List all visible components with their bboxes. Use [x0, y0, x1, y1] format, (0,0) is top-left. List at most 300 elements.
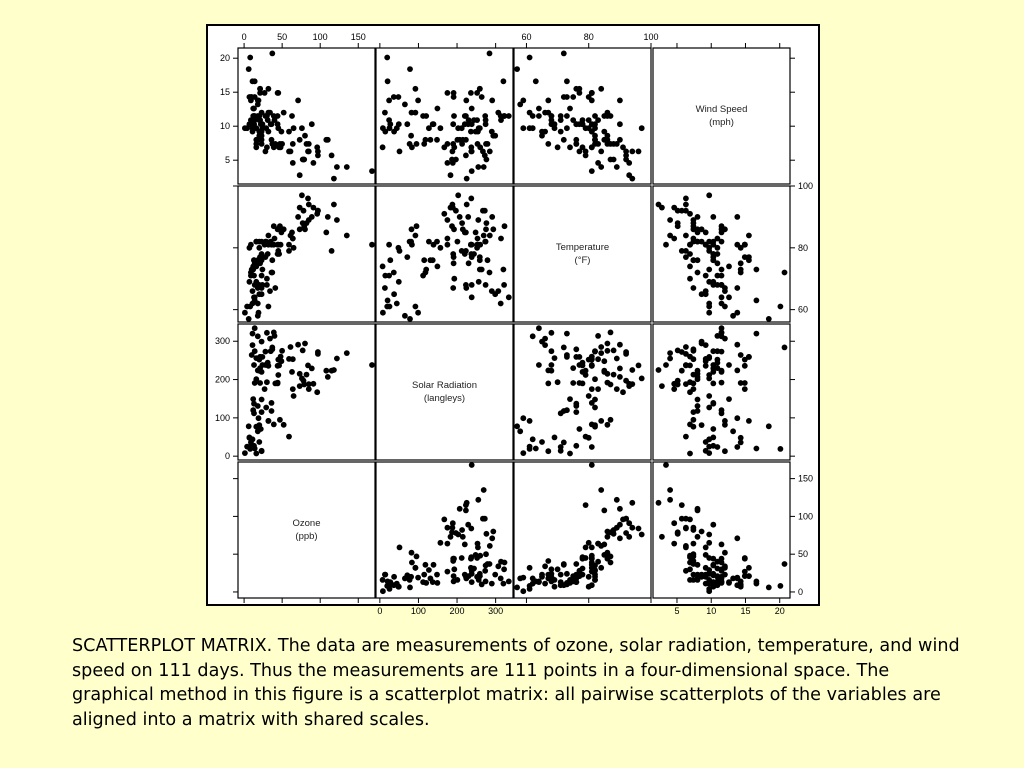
point-76 [469, 462, 475, 468]
point-66 [482, 239, 488, 245]
point-13 [514, 66, 520, 72]
point-62 [334, 217, 340, 223]
point-55 [459, 220, 465, 226]
point-101 [695, 376, 701, 382]
point-8 [542, 342, 548, 348]
point-84 [297, 172, 303, 178]
panel-r3-c0 [238, 462, 375, 598]
point-82 [620, 389, 626, 395]
point-85 [626, 160, 632, 166]
point-65 [719, 380, 725, 386]
point-50 [380, 577, 386, 583]
point-82 [314, 144, 320, 150]
point-80 [468, 196, 474, 202]
point-60 [589, 582, 595, 588]
point-37 [272, 333, 278, 339]
point-86 [608, 141, 614, 147]
bottom-tick-label: 20 [774, 606, 785, 616]
point-66 [482, 568, 488, 574]
point-52 [463, 508, 469, 514]
point-84 [297, 383, 303, 389]
point-64 [617, 374, 623, 380]
point-22 [679, 368, 685, 374]
point-103 [558, 448, 564, 454]
point-34 [601, 358, 607, 364]
point-96 [420, 273, 426, 279]
point-8 [542, 581, 548, 587]
point-36 [671, 541, 677, 547]
tick-label: 60 [798, 304, 809, 315]
point-83 [301, 378, 307, 384]
point-104 [589, 562, 595, 568]
panel-border [653, 48, 790, 184]
point-20 [722, 448, 728, 454]
point-29 [561, 51, 567, 57]
point-40 [482, 208, 488, 214]
panel-r0-c0 [238, 48, 375, 184]
diagonal-unit-rad: (langleys) [423, 393, 466, 404]
point-27 [434, 137, 440, 143]
point-49 [289, 113, 295, 119]
point-79 [331, 176, 337, 182]
point-81 [629, 149, 635, 155]
point-57 [691, 356, 697, 362]
point-72 [580, 381, 586, 387]
point-33 [598, 350, 604, 356]
point-64 [617, 506, 623, 512]
point-37 [595, 333, 601, 339]
point-69 [397, 149, 403, 155]
point-109 [255, 403, 261, 409]
point-20 [545, 448, 551, 454]
point-103 [703, 448, 709, 454]
point-89 [580, 369, 586, 375]
point-85 [311, 205, 317, 211]
point-25 [734, 214, 740, 220]
panel-r1-c1 [376, 186, 513, 322]
panel-r1-c0 [238, 186, 375, 322]
point-67 [438, 245, 444, 251]
tick-label: 150 [798, 473, 814, 484]
point-101 [592, 376, 598, 382]
point-68 [404, 121, 410, 127]
point-85 [671, 520, 677, 526]
point-85 [626, 520, 632, 526]
point-103 [382, 572, 388, 578]
point-37 [498, 236, 504, 242]
point-36 [445, 160, 451, 166]
point-60 [386, 98, 392, 104]
point-105 [552, 584, 558, 590]
point-103 [382, 129, 388, 135]
point-81 [306, 149, 312, 155]
point-92 [589, 363, 595, 369]
point-61 [691, 424, 697, 430]
point-85 [311, 381, 317, 387]
point-77 [460, 226, 466, 232]
point-33 [667, 350, 673, 356]
point-43 [262, 386, 268, 392]
point-87 [413, 86, 419, 92]
point-29 [269, 51, 275, 57]
panel-border [653, 324, 790, 460]
point-62 [334, 356, 340, 362]
top-tick-label: 100 [312, 32, 328, 42]
point-91 [564, 125, 570, 131]
point-8 [489, 581, 495, 587]
point-96 [558, 579, 564, 585]
point-4 [259, 339, 265, 345]
point-83 [675, 530, 681, 536]
point-0 [272, 285, 278, 291]
point-105 [552, 121, 558, 127]
point-67 [438, 125, 444, 131]
point-102 [726, 362, 732, 368]
point-105 [396, 121, 402, 127]
point-36 [671, 386, 677, 392]
point-19 [527, 418, 533, 424]
point-96 [719, 579, 725, 585]
point-1 [695, 270, 701, 276]
point-110 [549, 368, 555, 374]
point-99 [573, 443, 579, 449]
point-55 [304, 372, 310, 378]
point-17 [564, 78, 570, 84]
point-57 [595, 541, 601, 547]
point-53 [408, 133, 414, 139]
point-47 [487, 149, 493, 155]
point-31 [564, 407, 570, 413]
point-22 [463, 153, 469, 159]
point-58 [703, 545, 709, 551]
point-69 [397, 545, 403, 551]
point-80 [636, 363, 642, 369]
point-57 [691, 541, 697, 547]
point-31 [719, 267, 725, 273]
point-55 [459, 527, 465, 533]
point-54 [722, 550, 728, 556]
tick-label: 0 [224, 451, 230, 462]
point-58 [286, 129, 292, 135]
point-5 [734, 415, 740, 421]
point-96 [420, 113, 426, 119]
point-69 [286, 149, 292, 155]
point-105 [247, 435, 253, 441]
point-109 [255, 137, 261, 143]
tick-label: 15 [219, 87, 230, 98]
point-78 [639, 125, 645, 131]
point-107 [264, 276, 270, 282]
point-68 [404, 572, 410, 578]
point-33 [344, 350, 350, 356]
point-106 [533, 446, 539, 452]
point-51 [490, 529, 496, 535]
point-43 [589, 386, 595, 392]
diagonal-unit-wind: (mph) [709, 117, 734, 128]
point-102 [469, 579, 475, 585]
point-40 [623, 349, 629, 355]
figure-frame [206, 24, 820, 616]
top-tick-label: 0 [241, 32, 247, 42]
point-82 [620, 517, 626, 523]
point-15 [394, 301, 400, 307]
point-10 [730, 428, 736, 434]
point-72 [450, 556, 456, 562]
point-57 [290, 141, 296, 147]
point-16 [242, 310, 248, 316]
point-6 [778, 304, 784, 310]
point-64 [325, 137, 331, 143]
panel-r2-c3 [653, 324, 790, 460]
point-84 [659, 205, 665, 211]
point-62 [667, 356, 673, 362]
point-107 [451, 144, 457, 150]
point-91 [706, 267, 712, 273]
point-105 [396, 584, 402, 590]
point-85 [671, 381, 677, 387]
panel-r0-c2 [514, 48, 651, 184]
point-96 [251, 113, 257, 119]
point-67 [291, 393, 297, 399]
point-27 [695, 397, 701, 403]
point-64 [325, 214, 331, 220]
point-107 [555, 144, 561, 150]
point-46 [268, 348, 274, 354]
point-62 [334, 164, 340, 170]
point-87 [413, 233, 419, 239]
point-30 [539, 439, 545, 445]
point-108 [738, 579, 744, 585]
point-96 [251, 273, 257, 279]
point-108 [451, 94, 457, 100]
point-93 [257, 354, 263, 360]
point-16 [380, 310, 386, 316]
point-47 [598, 344, 604, 350]
point-35 [266, 129, 272, 135]
point-2 [567, 396, 573, 402]
point-54 [409, 226, 415, 232]
point-103 [558, 572, 564, 578]
point-103 [703, 572, 709, 578]
point-79 [331, 202, 337, 208]
point-77 [695, 371, 701, 377]
point-91 [477, 267, 483, 273]
point-56 [483, 551, 489, 557]
point-57 [475, 236, 481, 242]
point-63 [309, 214, 315, 220]
point-63 [617, 522, 623, 528]
point-69 [397, 248, 403, 254]
point-70 [259, 409, 265, 415]
point-97 [580, 363, 586, 369]
point-35 [468, 129, 474, 135]
point-88 [256, 245, 262, 251]
point-100 [469, 121, 475, 127]
point-100 [710, 362, 716, 368]
point-1 [423, 562, 429, 568]
bottom-tick-label: 10 [706, 606, 717, 616]
point-104 [431, 562, 437, 568]
point-56 [605, 348, 611, 354]
point-20 [382, 110, 388, 116]
point-13 [766, 423, 772, 429]
point-109 [573, 137, 579, 143]
point-109 [573, 576, 579, 582]
point-100 [710, 571, 716, 577]
point-29 [782, 270, 788, 276]
point-75 [275, 372, 281, 378]
point-62 [475, 497, 481, 503]
point-40 [482, 516, 488, 522]
point-67 [438, 540, 444, 546]
point-50 [567, 144, 573, 150]
point-13 [766, 316, 772, 322]
point-81 [683, 525, 689, 531]
point-106 [754, 446, 760, 452]
point-93 [746, 257, 752, 263]
point-82 [314, 389, 320, 395]
point-11 [536, 113, 542, 119]
point-87 [598, 565, 604, 571]
point-2 [726, 396, 732, 402]
point-110 [256, 368, 262, 374]
point-83 [453, 530, 459, 536]
point-11 [506, 579, 512, 585]
point-23 [269, 257, 275, 263]
point-36 [290, 160, 296, 166]
point-55 [611, 527, 617, 533]
point-82 [687, 211, 693, 217]
point-106 [385, 579, 391, 585]
point-86 [414, 554, 420, 560]
point-93 [477, 86, 483, 92]
point-2 [567, 106, 573, 112]
point-110 [549, 113, 555, 119]
point-79 [656, 367, 662, 373]
point-104 [710, 562, 716, 568]
point-84 [659, 383, 665, 389]
point-1 [561, 137, 567, 143]
point-63 [309, 121, 315, 127]
point-101 [592, 137, 598, 143]
point-67 [706, 540, 712, 546]
point-110 [549, 574, 555, 580]
point-1 [269, 408, 275, 414]
tick-label: 100 [214, 412, 230, 423]
point-91 [564, 354, 570, 360]
point-79 [331, 367, 337, 373]
point-13 [407, 585, 413, 591]
tick-label: 5 [224, 155, 230, 166]
point-24 [263, 405, 269, 411]
point-97 [580, 144, 586, 150]
point-5 [415, 575, 421, 581]
point-64 [617, 137, 623, 143]
point-84 [626, 172, 632, 178]
point-47 [487, 543, 493, 549]
point-33 [598, 487, 604, 493]
point-22 [583, 502, 589, 508]
point-76 [589, 168, 595, 174]
point-87 [266, 233, 272, 239]
point-108 [738, 260, 744, 266]
point-3 [498, 301, 504, 307]
point-25 [295, 214, 301, 220]
point-26 [502, 223, 508, 229]
point-77 [297, 137, 303, 143]
point-99 [387, 257, 393, 263]
point-33 [481, 164, 487, 170]
point-67 [586, 393, 592, 399]
point-107 [687, 566, 693, 572]
top-tick-label: 50 [277, 32, 288, 42]
point-42 [479, 582, 485, 588]
point-36 [290, 386, 296, 392]
point-40 [482, 153, 488, 159]
point-37 [715, 333, 721, 339]
point-96 [558, 113, 564, 119]
point-30 [256, 439, 262, 445]
point-87 [266, 418, 272, 424]
point-62 [614, 356, 620, 362]
point-85 [450, 160, 456, 166]
point-42 [738, 352, 744, 358]
point-33 [667, 487, 673, 493]
point-102 [726, 579, 732, 585]
point-93 [746, 573, 752, 579]
point-105 [552, 435, 558, 441]
point-85 [450, 205, 456, 211]
point-78 [639, 376, 645, 382]
point-62 [614, 164, 620, 170]
point-103 [703, 273, 709, 279]
point-79 [629, 500, 635, 506]
point-55 [691, 527, 697, 533]
tick-label: 200 [214, 374, 230, 385]
point-2 [435, 106, 441, 112]
point-0 [545, 381, 551, 387]
point-16 [520, 450, 526, 456]
point-105 [247, 121, 253, 127]
point-78 [706, 532, 712, 538]
point-30 [703, 439, 709, 445]
point-49 [601, 542, 607, 548]
point-66 [592, 113, 598, 119]
point-13 [514, 423, 520, 429]
point-29 [561, 345, 567, 351]
point-58 [286, 356, 292, 362]
point-84 [659, 534, 665, 540]
point-84 [448, 534, 454, 540]
point-5 [415, 98, 421, 104]
point-93 [257, 86, 263, 92]
point-61 [407, 239, 413, 245]
point-6 [384, 55, 390, 61]
point-108 [570, 380, 576, 386]
point-51 [302, 226, 308, 232]
point-45 [278, 354, 284, 360]
point-94 [577, 568, 583, 574]
point-12 [542, 336, 548, 342]
scatterplot-matrix [208, 26, 818, 616]
point-66 [719, 349, 725, 355]
point-105 [396, 279, 402, 285]
point-18 [527, 444, 533, 450]
point-34 [473, 230, 479, 236]
point-109 [573, 403, 579, 409]
point-107 [264, 379, 270, 385]
point-102 [469, 106, 475, 112]
